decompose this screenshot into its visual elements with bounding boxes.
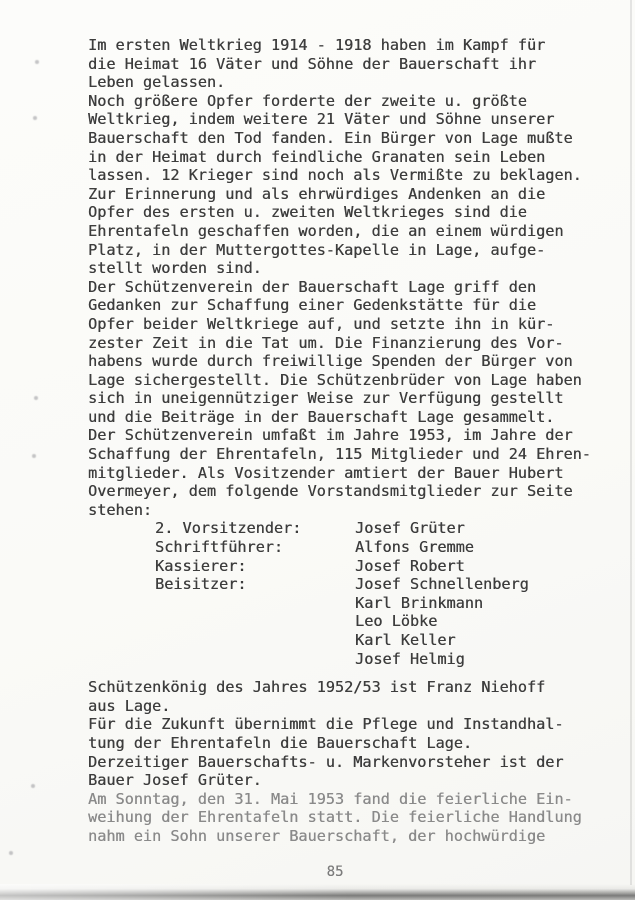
board-member-row (88, 575, 598, 594)
margin-speck (34, 396, 38, 400)
text-line: weihung der Ehrentafeln statt. Die feierliche Handlung (88, 808, 582, 827)
board-member-row (88, 519, 598, 538)
page-bottom-edge-shadow (0, 884, 635, 900)
text-line: Schaffung der Ehrentafeln, 115 Mitglieder und 24 Ehren- (88, 445, 591, 464)
text-line: habens wurde durch freiwillige Spenden der Bürger von (88, 352, 573, 371)
text-line: tung der Ehrentafeln die Bauerschaft Lage. (88, 733, 473, 752)
text-line: Platz, in der Muttergottes-Kapelle in Lage, aufge- (88, 240, 546, 259)
paragraph (88, 92, 598, 185)
board-member-list (88, 519, 598, 668)
text-line: und die Beiträge in der Bauerschaft Lage gesammelt. (88, 407, 555, 426)
text-line: lassen. 12 Krieger sind noch als Vermißte zu beklagen. (88, 166, 582, 185)
margin-speck (32, 454, 36, 458)
board-member-name: Josef Schnellenberg (355, 575, 529, 594)
margin-speck (31, 784, 35, 788)
board-member-name: Josef Grüter (355, 519, 465, 538)
document-body (88, 36, 598, 846)
text-line: Derzeitiger Bauerschafts- u. Markenvorsteher ist der (88, 752, 564, 771)
board-member-row (88, 538, 598, 557)
text-line: Bauerschaft den Tod fanden. Ein Bürger von Lage mußte (88, 128, 573, 147)
board-member-row (88, 631, 598, 650)
page-number: 85 (326, 864, 344, 880)
text-line: nahm ein Sohn unserer Bauerschaft, der hochwürdige (88, 826, 546, 845)
text-line: Zur Erinnerung und als ehrwürdiges Andenken an die (88, 184, 546, 203)
paragraph (88, 678, 598, 715)
board-member-row (88, 650, 598, 669)
text-line: Gedanken zur Schaffung einer Gedenkstätte für die (88, 296, 537, 315)
paragraph (88, 753, 598, 790)
text-line: Opfer des ersten u. zweiten Weltkrieges sind die (88, 203, 527, 222)
text-line: Weltkrieg, indem weitere 21 Väter und Söhne unserer (88, 110, 555, 129)
board-member-name: Karl Keller (355, 631, 456, 649)
board-role-label: 2. Vorsitzender: (155, 519, 302, 538)
board-role-label: Beisitzer: (155, 575, 247, 594)
text-line: Lage sichergestellt. Die Schützenbrüder von Lage haben (88, 370, 582, 389)
text-line: Der Schützenverein der Bauerschaft Lage griff den (88, 277, 537, 296)
text-line: Leben gelassen. (88, 73, 226, 92)
board-role-label: Kassierer: (155, 556, 247, 575)
text-line: die Heimat 16 Väter und Söhne der Bauerschaft ihr (88, 54, 537, 73)
board-role-label (155, 631, 355, 650)
paragraph (88, 715, 598, 752)
text-line: Ehrentafeln geschaffen worden, die an einem würdigen (88, 221, 564, 240)
text-line: Der Schützenverein umfaßt im Jahre 1953, im Jahre der (88, 426, 573, 445)
board-member-name: Josef Helmig (355, 649, 465, 668)
text-line: Noch größere Opfer forderte der zweite u. größte (88, 91, 527, 110)
text-line: Opfer beider Weltkriege auf, und setzte ihn in kür- (88, 314, 555, 333)
board-role-label (155, 650, 355, 669)
text-line: aus Lage. (88, 696, 171, 715)
board-member-row (88, 612, 598, 631)
text-line: Am Sonntag, den 31. Mai 1953 fand die feierliche Ein- (88, 789, 573, 808)
margin-speck (35, 60, 39, 64)
board-member-name: Leo Löbke (355, 612, 438, 631)
board-member-row (88, 594, 598, 613)
page-right-edge (630, 0, 632, 885)
margin-speck (9, 851, 13, 855)
text-line: stehen: (88, 500, 153, 519)
board-member-name: Josef Robert (355, 556, 465, 575)
text-line: Overmeyer, dem folgende Vorstandsmitglieder zur Seite (88, 482, 573, 501)
paragraph (88, 185, 598, 278)
board-role-label (155, 612, 355, 631)
paragraph (88, 36, 598, 92)
board-role-label: Schriftführer: (155, 538, 284, 557)
margin-speck (33, 116, 37, 120)
text-line: in der Heimat durch feindliche Granaten sein Leben (88, 147, 546, 166)
text-line: stellt worden sind. (88, 259, 262, 278)
board-role-label (155, 594, 355, 613)
text-line: zester Zeit in die Tat um. Die Finanzierung des Vor- (88, 333, 564, 352)
text-line: Schützenkönig des Jahres 1952/53 ist Franz Niehoff (88, 678, 546, 697)
board-member-name: Alfons Gremme (355, 538, 474, 557)
text-line: Bauer Josef Grüter. (88, 771, 262, 790)
paragraph (88, 278, 598, 427)
paragraph (88, 790, 598, 846)
text-line: Für die Zukunft übernimmt die Pflege und Instandhal- (88, 715, 564, 734)
text-line: mitglieder. Als Vositzender amtiert der Bauer Hubert (88, 463, 564, 482)
paragraph (88, 426, 598, 519)
text-line: Im ersten Weltkrieg 1914 - 1918 haben im Kampf für (88, 36, 546, 54)
text-line: sich in uneigennütziger Weise zur Verfügung gestellt (88, 389, 564, 408)
board-member-row (88, 557, 598, 576)
board-member-name: Karl Brinkmann (355, 593, 484, 612)
